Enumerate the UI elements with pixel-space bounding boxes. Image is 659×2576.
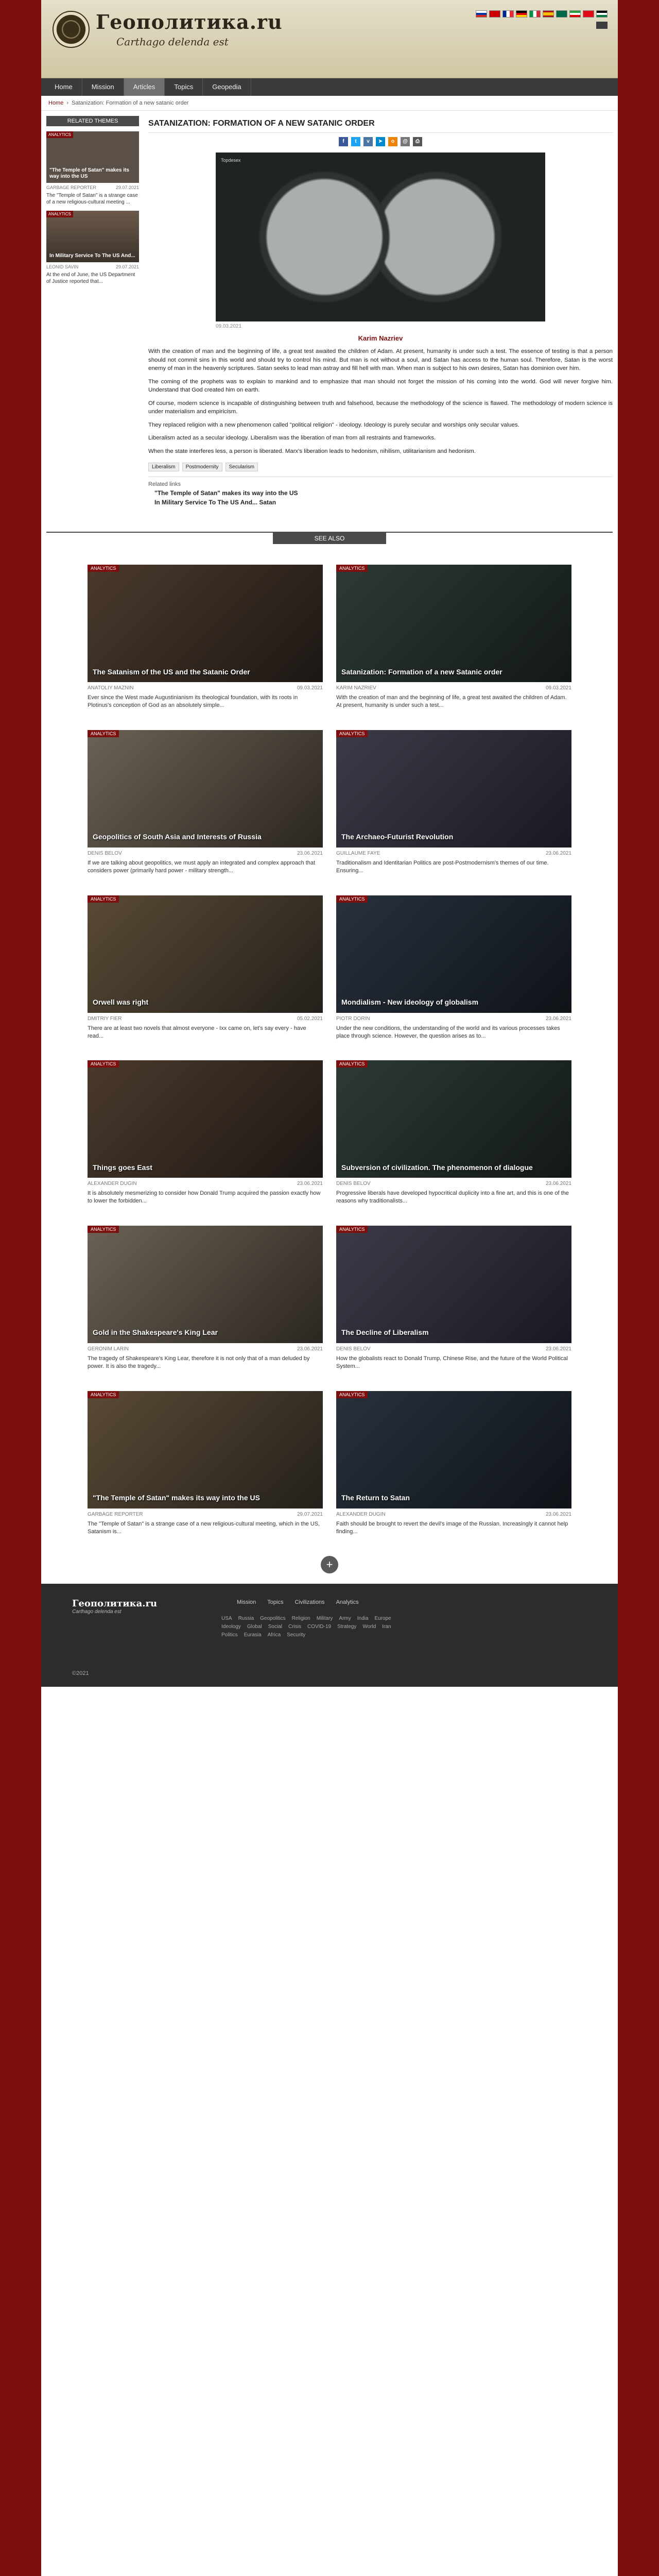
copyright: ©2021	[72, 1670, 89, 1677]
sidebar-header: RELATED THEMES	[46, 116, 139, 126]
card-image[interactable]	[88, 1060, 323, 1178]
card-author[interactable]: DENIS BELOV	[336, 1181, 371, 1187]
footer-title: Геополитика.ru	[72, 1598, 158, 1609]
footer-nav-item[interactable]: Analytics	[336, 1599, 359, 1606]
card-title[interactable]: Satanization: Formation of a new Satanic order	[341, 667, 502, 676]
see-also-card[interactable]	[88, 1391, 323, 1536]
logo-emblem-icon	[53, 11, 90, 48]
card-image[interactable]	[336, 1391, 571, 1509]
flag-tr-icon[interactable]	[583, 10, 594, 18]
related-header: Related links	[148, 481, 181, 488]
card-author[interactable]: GUILLAUME FAYE	[336, 851, 380, 856]
card-date: 23.06.2021	[545, 1181, 571, 1187]
see-also-card[interactable]	[88, 895, 323, 1040]
footer-topic-link[interactable]: Europe	[374, 1616, 391, 1622]
card-category: ANALYTICS	[336, 1391, 368, 1398]
card-category: ANALYTICS	[88, 565, 119, 572]
card-category: ANALYTICS	[336, 565, 368, 572]
flag-en-icon[interactable]	[489, 10, 500, 18]
footer-nav-item[interactable]: Mission	[237, 1599, 256, 1606]
breadcrumb-home[interactable]: Home	[48, 100, 64, 106]
card-author[interactable]: GERONIM LARIN	[88, 1346, 129, 1352]
article-paragraph: Liberalism acted as a secular ideology. Liberalism was the liberation of man from all restraints and frameworks.	[148, 435, 436, 442]
see-also-card[interactable]	[336, 565, 571, 709]
card-text: The "Temple of Satan" is a strange case of a new religious-cultural meeting, which in the US, Satanism is...	[88, 1520, 320, 1535]
tag[interactable]: Postmodernity	[182, 463, 222, 471]
card-category: ANALYTICS	[88, 730, 119, 737]
card-author[interactable]: GARBAGE REPORTER	[88, 1511, 143, 1517]
footer-topic-link[interactable]: Crisis	[288, 1624, 301, 1630]
card-title[interactable]: Subversion of civilization. The phenomenon of dialogue	[341, 1163, 533, 1172]
card-date: 23.06.2021	[545, 1346, 571, 1352]
card-author[interactable]: DENIS BELOV	[88, 851, 122, 856]
breadcrumb-current: Satanization: Formation of a new satanic order	[72, 100, 189, 106]
card-image[interactable]	[88, 1226, 323, 1343]
main-nav	[41, 78, 618, 96]
card-text: It is absolutely mesmerizing to consider how Donald Trump acquired the passion exactly how to lower the forbidden...	[88, 1190, 321, 1205]
card-date: 09.03.2021	[297, 685, 323, 691]
card-date: 23.06.2021	[297, 1181, 323, 1187]
sidebar-card-date: 29.07.2021	[115, 264, 139, 269]
card-text: Under the new conditions, the understanding of the world and its various processes takes place through science. However, the question arises as to...	[336, 1025, 560, 1039]
breadcrumb	[41, 96, 618, 111]
card-text: Ever since the West made Augustinianism its theological foundation, with its roots in Plotinus's conception of God as an absolutely simple...	[88, 694, 298, 709]
card-image[interactable]	[336, 565, 571, 682]
tag[interactable]: Liberalism	[148, 463, 179, 471]
article-author[interactable]: Karim Nazriev	[358, 334, 403, 342]
card-text: There are at least two novels that almost everyone - Ixx came on, let's say every - have read...	[88, 1025, 306, 1039]
see-also-card[interactable]	[88, 565, 323, 709]
card-category: ANALYTICS	[336, 1226, 368, 1233]
card-date: 23.06.2021	[545, 851, 571, 856]
footer-topic-link[interactable]: Social	[268, 1624, 282, 1630]
card-title[interactable]: The Return to Satan	[341, 1493, 410, 1502]
sidebar-card-category: ANALYTICS	[46, 211, 73, 217]
footer-topic-link[interactable]: India	[357, 1616, 369, 1622]
article-paragraph: With the creation of man and the beginning of life, a great test awaited the children of Adam. At present, humanity is under such a test. The essence of testing is that a person should not commit sins in this world and should try to control his mind. But man is not without a soul, and Satan has access to the human soul. Therefore, Satan is the worst enemy of man in the heavenly scriptures. Satan seeks to lead man astray and fill hell with man. When man is subject to his own desires, Satan has dominion over him.	[148, 348, 613, 372]
card-author[interactable]: ALEXANDER DUGIN	[88, 1181, 137, 1187]
sidebar-card-category: ANALYTICS	[46, 131, 73, 138]
card-image[interactable]	[88, 565, 323, 682]
share-bar	[148, 133, 613, 150]
footer-topic-link[interactable]: Army	[339, 1616, 351, 1622]
footer-topic-link[interactable]: Geopolitics	[260, 1616, 286, 1622]
related-link[interactable]: "The Temple of Satan" makes its way into the US	[154, 489, 298, 497]
card-image[interactable]	[88, 1391, 323, 1509]
card-title[interactable]: Mondialism - New ideology of globalism	[341, 997, 479, 1006]
sidebar-card-image[interactable]	[46, 131, 139, 183]
article-paragraph: When the state interferes less, a person is liberated. Marx's liberation leads to hedonism, nihilism, utilitarianism and hedonism.	[148, 448, 476, 454]
card-image[interactable]	[336, 895, 571, 1013]
card-category: ANALYTICS	[88, 1391, 119, 1398]
nav-mission[interactable]: Mission	[82, 78, 124, 96]
footer-topic-link[interactable]: Global	[247, 1624, 262, 1630]
card-author[interactable]: ALEXANDER DUGIN	[336, 1511, 386, 1517]
flag-es-icon[interactable]	[543, 10, 554, 18]
footer-topic-link[interactable]: Politics	[221, 1632, 238, 1638]
card-image[interactable]	[336, 1060, 571, 1178]
search-icon[interactable]	[596, 22, 608, 29]
article-paragraph: They replaced religion with a new phenomenon called "political religion" - ideology. Ideology is purely secular and worships only secular values.	[148, 421, 519, 428]
article-title: SATANIZATION: FORMATION OF A NEW SATANIC ORDER	[148, 116, 613, 133]
footer-motto: Carthago delenda est	[72, 1609, 122, 1615]
footer-logo[interactable]	[72, 1598, 157, 1615]
see-also-card[interactable]	[88, 1226, 323, 1370]
card-text: How the globalists react to Donald Trump, Chinese Rise, and the future of the World Political System...	[336, 1355, 568, 1369]
nav-topics[interactable]: Topics	[165, 78, 203, 96]
card-title[interactable]: "The Temple of Satan" makes its way into the US	[93, 1493, 260, 1502]
card-image[interactable]	[88, 730, 323, 848]
see-also-grid	[46, 544, 613, 1546]
sidebar-card[interactable]	[46, 211, 139, 285]
flag-ar-icon[interactable]	[596, 10, 608, 18]
card-title[interactable]: The Archaeo-Futurist Revolution	[341, 833, 454, 841]
card-date: 09.03.2021	[545, 685, 571, 691]
footer-topic-link[interactable]: World	[362, 1624, 376, 1630]
see-also-card[interactable]	[336, 1060, 571, 1205]
card-title[interactable]: Orwell was right	[93, 997, 149, 1006]
image-caption: Topdesex	[221, 158, 241, 163]
see-also-card[interactable]	[88, 730, 323, 875]
sidebar-card-image[interactable]	[46, 211, 139, 262]
card-title[interactable]: The Satanism of the US and the Satanic Order	[93, 667, 250, 676]
see-also-card[interactable]	[336, 1391, 571, 1536]
footer-topic-link[interactable]: Russia	[238, 1616, 254, 1622]
card-category: ANALYTICS	[336, 895, 368, 903]
card-title[interactable]: The Decline of Liberalism	[341, 1328, 429, 1337]
sidebar-card-date: 29.07.2021	[115, 185, 139, 190]
card-text: Progressive liberals have developed hypocritical duplicity into a fine art, and this is one of the reasons why traditionalists...	[336, 1190, 569, 1205]
tag-list	[148, 463, 613, 471]
related-link[interactable]: In Military Service To The US And... Satan	[154, 499, 276, 506]
see-also-card[interactable]	[88, 1060, 323, 1205]
footer-nav	[237, 1599, 359, 1605]
footer-topic-link[interactable]: Religion	[291, 1616, 310, 1622]
sidebar-card-source: GARBAGE REPORTER	[46, 185, 96, 190]
footer-topic-link[interactable]: COVID-19	[307, 1624, 332, 1630]
card-date: 23.06.2021	[297, 1346, 323, 1352]
site-logo[interactable]	[53, 10, 283, 48]
sidebar	[46, 116, 139, 506]
footer-topic-link[interactable]: Iran	[382, 1624, 391, 1630]
twitter-icon[interactable]: t	[351, 137, 360, 146]
card-text: Faith should be brought to revert the devil's image of the Russian. Increasingly it cannot help finding...	[336, 1520, 568, 1535]
card-text: With the creation of man and the beginning of life, a great test awaited the children of Adam. At present, humanity is under such a test...	[336, 694, 567, 709]
footer-topic-link[interactable]: Eurasia	[244, 1632, 262, 1638]
card-category: ANALYTICS	[88, 1226, 119, 1233]
card-text: The tragedy of Shakespeare's King Lear, therefore it is not only that of a man deluded by power. It is also the tragedy...	[88, 1355, 310, 1369]
card-author[interactable]: ANATOLIY MAZNIN	[88, 685, 134, 691]
card-title[interactable]: Geopolitics of South Asia and Interests of Russia	[93, 833, 262, 841]
card-date: 23.06.2021	[545, 1511, 571, 1517]
see-also-card[interactable]	[336, 895, 571, 1040]
vk-icon[interactable]: v	[363, 137, 373, 146]
card-category: ANALYTICS	[88, 1060, 119, 1067]
footer-topic-link[interactable]: Ideology	[221, 1624, 241, 1630]
telegram-icon[interactable]: ➤	[376, 137, 385, 146]
card-image[interactable]	[336, 730, 571, 848]
card-category: ANALYTICS	[88, 895, 119, 903]
site-motto: Carthago delenda est	[116, 36, 229, 48]
nav-geopedia[interactable]: Geopedia	[203, 78, 251, 96]
see-also-header: SEE ALSO	[273, 533, 386, 544]
see-also-card[interactable]	[336, 730, 571, 875]
card-author[interactable]: KARIM NAZRIEV	[336, 685, 376, 691]
footer-topic-link[interactable]: Strategy	[337, 1624, 357, 1630]
card-image[interactable]	[336, 1226, 571, 1343]
article-date: 09.03.2021	[216, 324, 242, 329]
site-header	[41, 0, 618, 78]
card-date: 23.06.2021	[545, 1015, 571, 1022]
article-paragraph: The coming of the prophets was to explain to mankind and to emphasize that man should not forget the mission of his coming into the world. God will never forgive him. Understand that God created him on earth.	[148, 378, 613, 394]
card-date: 23.06.2021	[297, 851, 323, 856]
flag-fa-icon[interactable]	[569, 10, 581, 18]
nav-home[interactable]: Home	[45, 78, 82, 96]
print-icon[interactable]: ⎙	[413, 137, 422, 146]
flag-it-icon[interactable]	[529, 10, 541, 18]
footer-topic-link[interactable]: Military	[316, 1616, 333, 1622]
flag-pt-icon[interactable]	[556, 10, 567, 18]
odnoklassniki-icon[interactable]: o	[388, 137, 397, 146]
footer-nav-item[interactable]: Civilizations	[294, 1599, 325, 1606]
sidebar-card-text: The "Temple of Satan" is a strange case of a new religious-cultural meeting ...	[46, 193, 138, 205]
footer-nav-item[interactable]: Topics	[267, 1599, 284, 1606]
card-date: 05.02.2021	[297, 1015, 323, 1022]
footer-topic-link[interactable]: Africa	[267, 1632, 281, 1638]
breadcrumb-separator: ›	[66, 100, 69, 106]
footer-topic-link[interactable]: USA	[221, 1616, 232, 1622]
card-category: ANALYTICS	[336, 1060, 368, 1067]
card-author[interactable]: DENIS BELOV	[336, 1346, 371, 1352]
site-title: Геополитика.ru	[96, 10, 283, 33]
sidebar-card-title[interactable]: In Military Service To The US And...	[49, 253, 135, 259]
card-title[interactable]: Things goes East	[93, 1163, 152, 1172]
sidebar-card-text: At the end of June, the US Department of Justice reported that...	[46, 272, 135, 284]
nav-articles[interactable]: Articles	[124, 78, 165, 96]
article-body	[148, 347, 613, 455]
card-text: Traditionalism and Identitarian Politics are post-Postmodernism's themes of our time. Ensuring...	[336, 860, 549, 874]
article	[148, 116, 613, 506]
card-image[interactable]	[88, 895, 323, 1013]
footer-topics	[221, 1615, 407, 1639]
email-icon[interactable]: @	[401, 137, 410, 146]
see-also-card[interactable]	[336, 1226, 571, 1370]
tag[interactable]: Secularism	[226, 463, 258, 471]
flag-ru-icon[interactable]	[476, 10, 487, 18]
sidebar-card-source: LEONID SAVIN	[46, 264, 79, 269]
language-switcher	[476, 10, 608, 18]
related-links	[148, 477, 613, 506]
flag-de-icon[interactable]	[516, 10, 527, 18]
sidebar-card-title[interactable]: "The Temple of Satan" makes its way into the US	[49, 167, 129, 179]
facebook-icon[interactable]: f	[339, 137, 348, 146]
lead-image	[216, 152, 545, 321]
card-author[interactable]: DMITRIY FIER	[88, 1015, 122, 1022]
load-more-button[interactable]: +	[321, 1556, 338, 1573]
sidebar-card[interactable]	[46, 131, 139, 206]
site-footer	[41, 1584, 618, 1687]
card-category: ANALYTICS	[336, 730, 368, 737]
flag-fr-icon[interactable]	[502, 10, 514, 18]
see-also-section	[46, 532, 613, 1573]
article-paragraph: Of course, modern science is incapable of distinguishing between truth and falsehood, because the methodology of the science is flawed. The methodology of modern science is under materialism and empiricism.	[148, 400, 613, 415]
card-date: 29.07.2021	[297, 1511, 323, 1517]
card-text: If we are talking about geopolitics, we must apply an integrated and complex approach that considers power (primarily hard power - military strength...	[88, 860, 316, 874]
card-title[interactable]: Gold in the Shakespeare's King Lear	[93, 1328, 218, 1337]
footer-topic-link[interactable]: Security	[287, 1632, 306, 1638]
card-author[interactable]: PIOTR DORIN	[336, 1015, 370, 1022]
